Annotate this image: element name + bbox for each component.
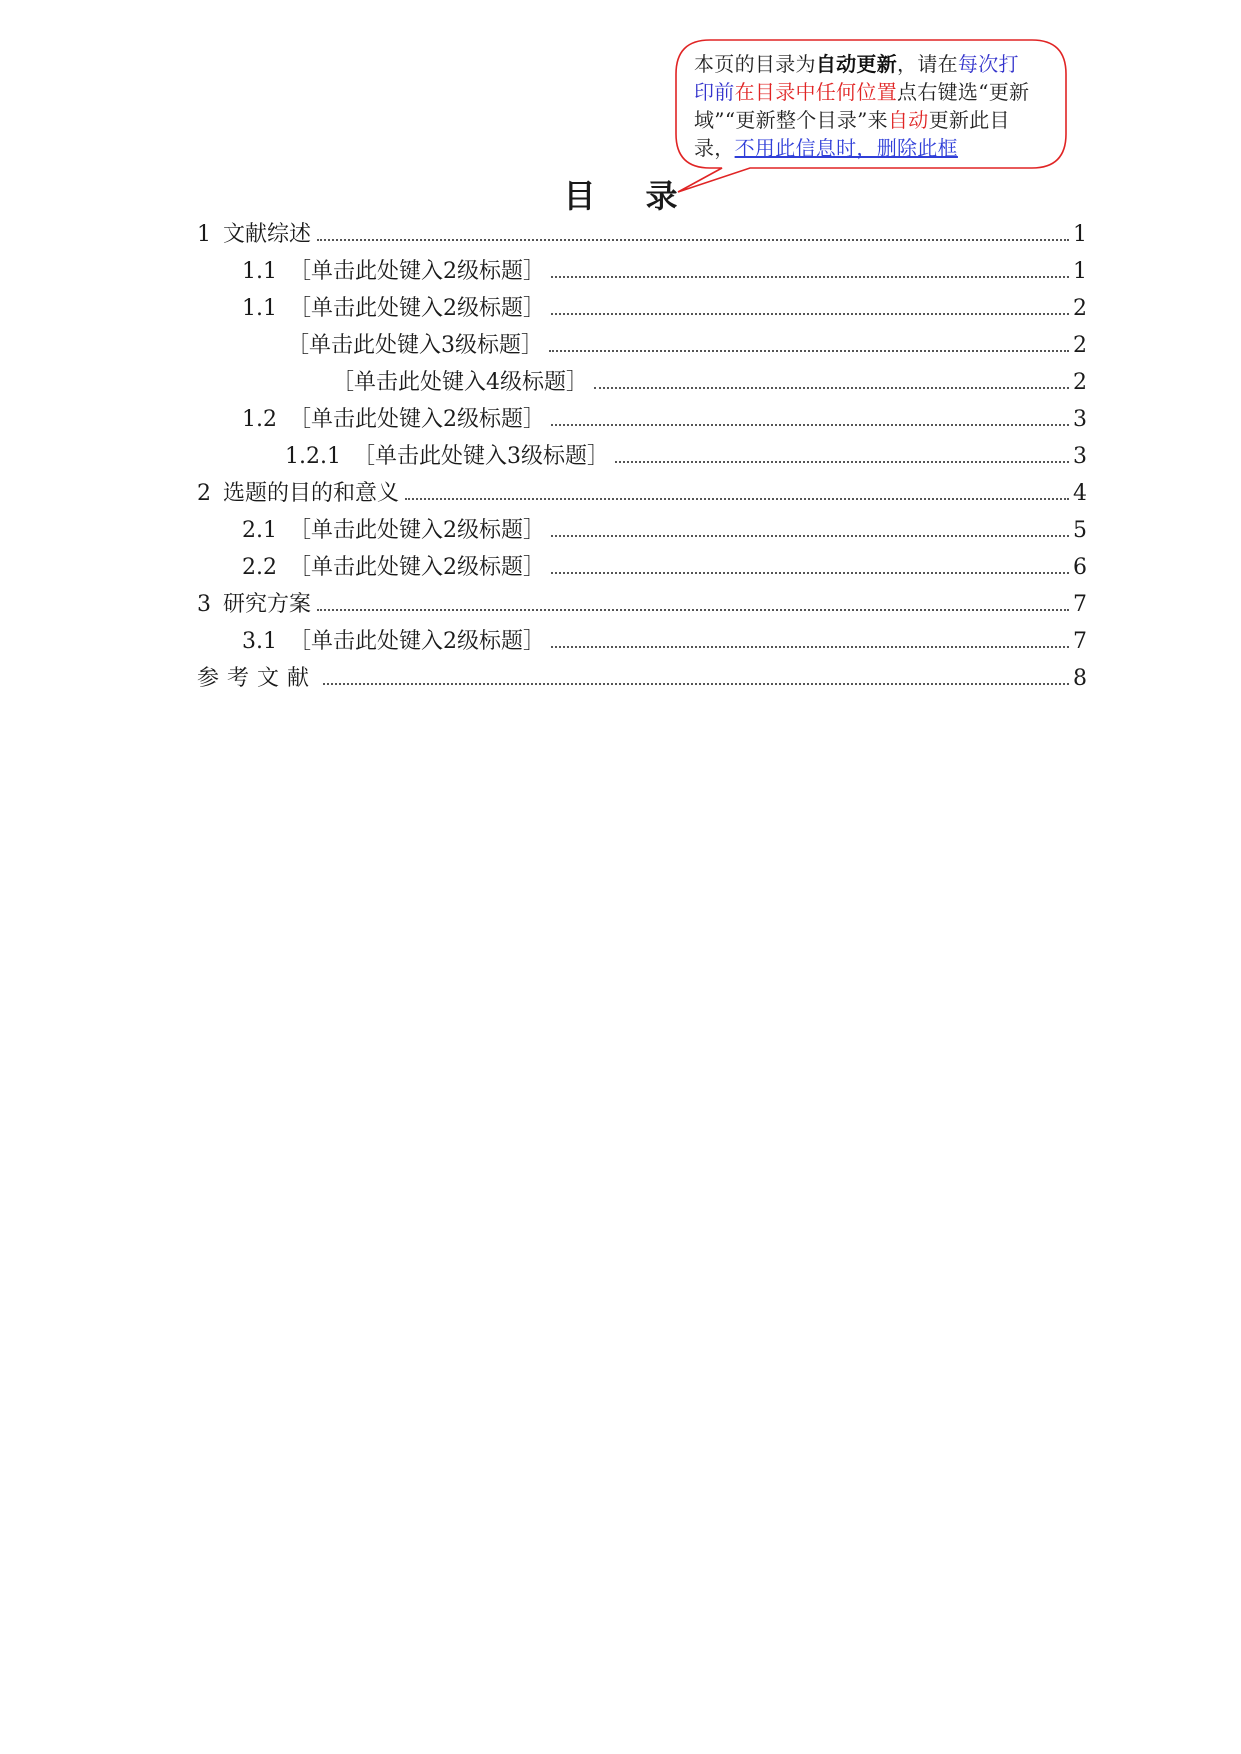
toc-entry-text: ［单击此处键入2级标题］ — [289, 629, 545, 654]
toc-entry-text: ［单击此处键入3级标题］ — [287, 333, 543, 358]
toc-page-number: 2 — [1073, 296, 1087, 321]
toc-entry-label — [197, 586, 311, 623]
toc-dot-leader — [317, 239, 1069, 241]
toc-entry-text: 参考文献 — [197, 666, 318, 691]
toc-page-number: 7 — [1073, 592, 1087, 617]
toc-page-number: 8 — [1073, 666, 1087, 691]
toc-entry-number: 3 — [197, 592, 211, 617]
toc-entry-number: 3.1 — [242, 629, 277, 654]
toc-page-number: 6 — [1073, 555, 1087, 580]
callout-segment: 本页的目录为 — [694, 52, 816, 76]
toc-dot-leader — [405, 498, 1069, 500]
toc-entry-number: 2 — [197, 481, 211, 506]
toc-entry-text: ［单击此处键入3级标题］ — [352, 444, 609, 469]
toc-entry-text: ［单击此处键入2级标题］ — [289, 518, 545, 543]
toc-entry-text: ［单击此处键入4级标题］ — [332, 370, 588, 395]
callout-segment: 每次打印前 — [694, 52, 1019, 104]
toc-entry[interactable] — [197, 290, 1087, 327]
toc-dot-leader — [317, 609, 1069, 611]
toc-entry-text: ［单击此处键入2级标题］ — [289, 259, 545, 284]
callout-segment: 在目录中任何位置 — [734, 80, 898, 104]
toc-entry[interactable] — [197, 401, 1087, 438]
toc-entry-text: ［单击此处键入2级标题］ — [289, 296, 545, 321]
toc-page-number: 1 — [1073, 259, 1087, 284]
toc-entry-label — [197, 475, 399, 512]
toc-entry-number: 1.2.1 — [285, 444, 341, 469]
toc-entry-label — [242, 290, 545, 327]
toc-dot-leader — [551, 276, 1069, 278]
toc-entry-text: ［单击此处键入2级标题］ — [289, 555, 545, 580]
toc-entry-label — [332, 364, 588, 401]
toc-entry-label — [242, 512, 545, 549]
callout-segment: 自动更新 — [815, 52, 898, 76]
toc-entry[interactable] — [197, 216, 1087, 253]
toc-dot-leader — [549, 350, 1069, 352]
toc-dot-leader — [551, 313, 1069, 315]
toc-entry[interactable] — [197, 660, 1087, 697]
toc-entry-text: 选题的目的和意义 — [223, 481, 400, 506]
toc-entry-number: 1.1 — [242, 296, 277, 321]
toc-page-number: 2 — [1073, 333, 1087, 358]
delete-callout-link[interactable]: 不用此信息时，删除此框 — [734, 136, 958, 160]
toc-entry-text: 研究方案 — [223, 592, 312, 617]
callout-segment: ，请在 — [897, 52, 958, 76]
callout-segment: 更新此目录， — [694, 108, 1010, 160]
toc-entry[interactable] — [197, 364, 1087, 401]
toc-dot-leader — [551, 424, 1069, 426]
toc-entry-text: ［单击此处键入2级标题］ — [289, 407, 545, 432]
toc-entry[interactable] — [197, 438, 1087, 475]
toc-page-number: 2 — [1073, 370, 1087, 395]
toc-entry-number: 1.1 — [242, 259, 277, 284]
toc-entry[interactable] — [197, 623, 1087, 660]
page-title: 目录 — [563, 177, 728, 215]
toc-dot-leader — [551, 646, 1069, 648]
toc-entry[interactable] — [197, 327, 1087, 364]
toc-entry-label — [242, 623, 545, 660]
toc-page-number: 3 — [1073, 444, 1087, 469]
toc-entry[interactable] — [197, 549, 1087, 586]
toc-entry-number: 2.1 — [242, 518, 277, 543]
toc-dot-leader — [551, 572, 1069, 574]
toc-dot-leader — [615, 461, 1069, 463]
toc-entry-number: 1.2 — [242, 407, 277, 432]
toc-dot-leader — [594, 387, 1069, 389]
toc-entry-label — [285, 438, 609, 475]
toc-entry[interactable] — [197, 475, 1087, 512]
table-of-contents — [197, 216, 1087, 697]
toc-page-number: 7 — [1073, 629, 1087, 654]
toc-page-number: 3 — [1073, 407, 1087, 432]
callout-segment: 自动 — [887, 108, 929, 132]
callout-message — [694, 50, 1036, 162]
toc-entry-number: 2.2 — [242, 555, 277, 580]
toc-entry-label — [287, 327, 543, 364]
toc-entry[interactable] — [197, 512, 1087, 549]
toc-entry[interactable] — [197, 253, 1087, 290]
toc-dot-leader — [551, 535, 1069, 537]
toc-dot-leader — [323, 683, 1069, 685]
toc-entry-text: 文献综述 — [223, 222, 312, 247]
toc-entry-label — [242, 549, 545, 586]
toc-entry-label — [242, 253, 545, 290]
toc-page-number: 5 — [1073, 518, 1087, 543]
toc-entry-label — [197, 216, 311, 253]
toc-page-number: 1 — [1073, 222, 1087, 247]
toc-entry-label — [242, 401, 545, 438]
toc-entry[interactable] — [197, 586, 1087, 623]
callout-segment: 点右键选“更新域”“更新整个目录”来 — [694, 80, 1030, 132]
toc-page-number: 4 — [1073, 481, 1087, 506]
toc-entry-number: 1 — [197, 222, 211, 247]
toc-entry-label — [197, 660, 317, 697]
